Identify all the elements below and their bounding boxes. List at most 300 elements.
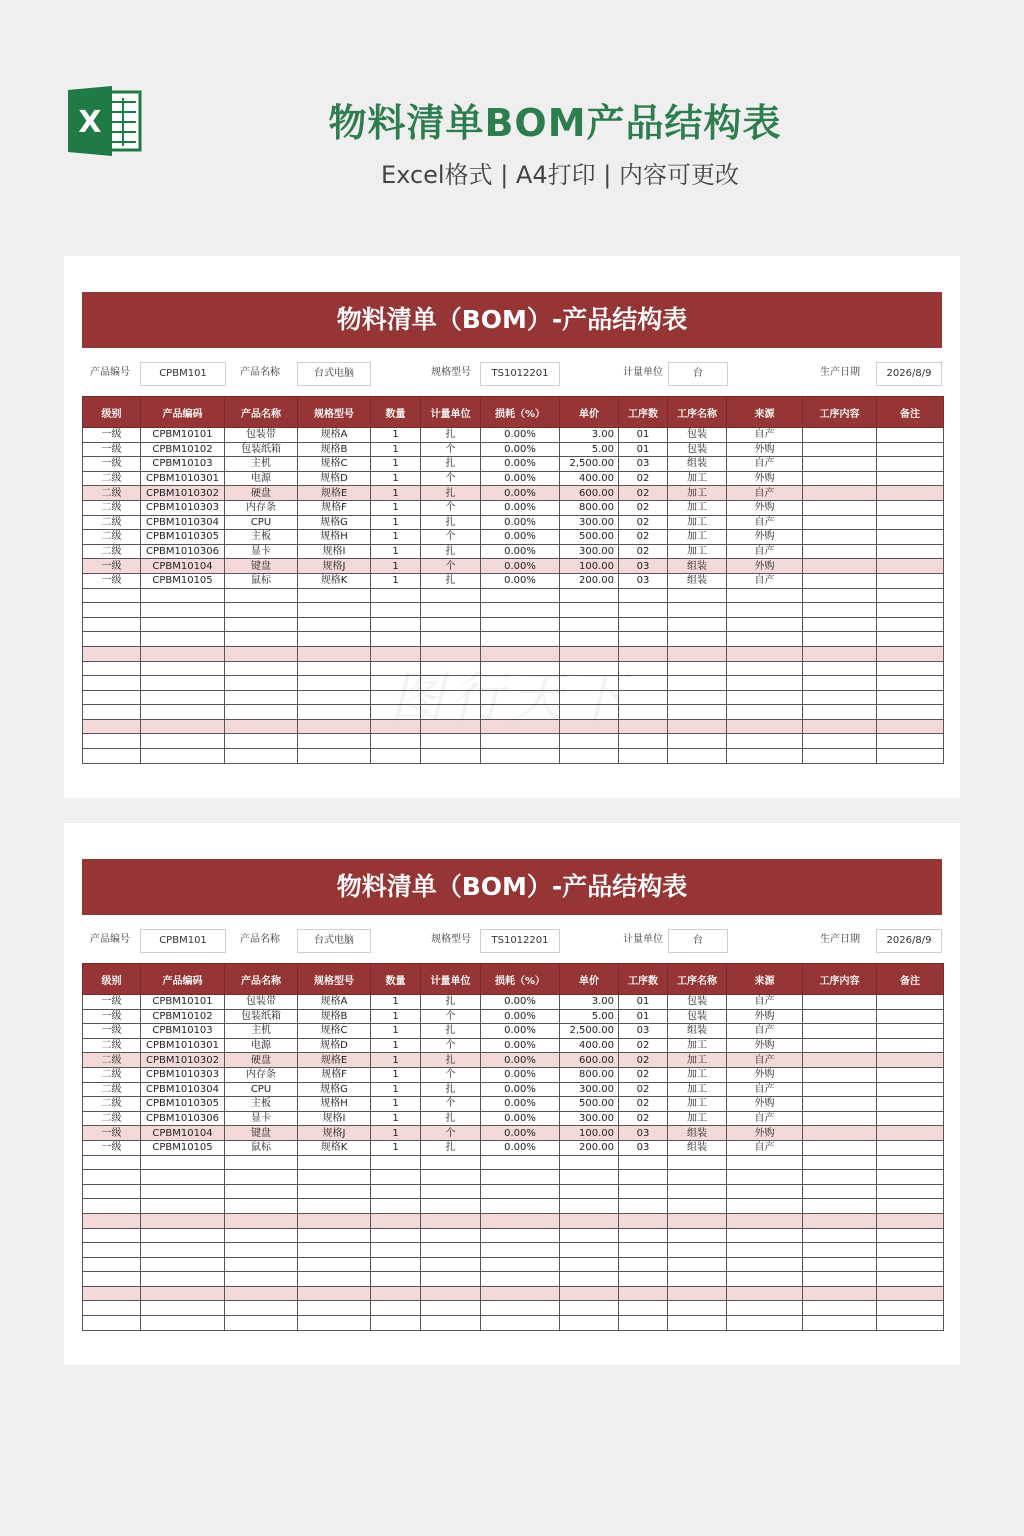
table-cell[interactable]: 自产 bbox=[727, 1024, 803, 1039]
table-cell[interactable]: 0.00% bbox=[481, 1024, 560, 1039]
table-cell[interactable] bbox=[141, 1184, 225, 1199]
table-cell[interactable] bbox=[421, 617, 481, 632]
table-cell[interactable]: 加工 bbox=[668, 471, 727, 486]
table-cell[interactable] bbox=[371, 1199, 421, 1214]
table-cell[interactable]: 02 bbox=[619, 1067, 668, 1082]
table-cell[interactable] bbox=[560, 1301, 619, 1316]
table-cell[interactable]: 0.00% bbox=[481, 1009, 560, 1024]
table-cell[interactable]: 扎 bbox=[421, 1111, 481, 1126]
table-cell[interactable] bbox=[877, 428, 944, 443]
table-cell[interactable] bbox=[619, 617, 668, 632]
table-cell[interactable]: 外购 bbox=[727, 559, 803, 574]
table-cell[interactable] bbox=[481, 1199, 560, 1214]
table-cell[interactable]: 二级 bbox=[83, 1111, 141, 1126]
table-cell[interactable] bbox=[371, 1228, 421, 1243]
table-cell[interactable]: 1 bbox=[371, 428, 421, 443]
table-cell[interactable] bbox=[83, 705, 141, 720]
table-cell[interactable] bbox=[727, 690, 803, 705]
table-cell[interactable]: 400.00 bbox=[560, 1038, 619, 1053]
table-cell[interactable]: 02 bbox=[619, 530, 668, 545]
table-cell[interactable]: 规格I bbox=[298, 544, 371, 559]
table-cell[interactable]: 规格D bbox=[298, 1038, 371, 1053]
table-cell[interactable] bbox=[619, 1155, 668, 1170]
table-cell[interactable] bbox=[619, 1213, 668, 1228]
table-cell[interactable]: 二级 bbox=[83, 530, 141, 545]
table-cell[interactable] bbox=[481, 603, 560, 618]
table-cell[interactable] bbox=[371, 1316, 421, 1331]
table-cell[interactable]: CPBM1010305 bbox=[141, 530, 225, 545]
table-cell[interactable] bbox=[298, 1228, 371, 1243]
table-cell[interactable] bbox=[877, 676, 944, 691]
table-cell[interactable]: 规格B bbox=[298, 442, 371, 457]
table-cell[interactable] bbox=[141, 1301, 225, 1316]
table-cell[interactable]: CPU bbox=[225, 515, 298, 530]
table-cell[interactable] bbox=[560, 588, 619, 603]
table-cell[interactable] bbox=[298, 661, 371, 676]
table-cell[interactable] bbox=[225, 1257, 298, 1272]
table-cell[interactable]: 包装纸箱 bbox=[225, 1009, 298, 1024]
table-cell[interactable] bbox=[298, 1257, 371, 1272]
table-cell[interactable]: 规格I bbox=[298, 1111, 371, 1126]
table-cell[interactable] bbox=[803, 588, 877, 603]
table-cell[interactable] bbox=[803, 442, 877, 457]
table-cell[interactable]: 一级 bbox=[83, 995, 141, 1010]
table-cell[interactable]: 5.00 bbox=[560, 1009, 619, 1024]
table-cell[interactable] bbox=[225, 1286, 298, 1301]
table-cell[interactable] bbox=[421, 1199, 481, 1214]
table-cell[interactable]: 显卡 bbox=[225, 1111, 298, 1126]
table-cell[interactable] bbox=[481, 1257, 560, 1272]
table-cell[interactable]: 加工 bbox=[668, 1038, 727, 1053]
table-cell[interactable] bbox=[727, 1286, 803, 1301]
table-cell[interactable] bbox=[225, 1301, 298, 1316]
table-cell[interactable] bbox=[877, 617, 944, 632]
table-cell[interactable] bbox=[481, 1243, 560, 1258]
table-cell[interactable] bbox=[727, 646, 803, 661]
table-cell[interactable]: 1 bbox=[371, 573, 421, 588]
table-cell[interactable] bbox=[371, 1170, 421, 1185]
table-cell[interactable]: 03 bbox=[619, 457, 668, 472]
table-cell[interactable] bbox=[727, 734, 803, 749]
table-cell[interactable]: 600.00 bbox=[560, 1053, 619, 1068]
table-cell[interactable]: 包装 bbox=[668, 442, 727, 457]
table-cell[interactable]: 2,500.00 bbox=[560, 1024, 619, 1039]
table-cell[interactable]: 加工 bbox=[668, 530, 727, 545]
table-cell[interactable]: 02 bbox=[619, 1053, 668, 1068]
table-cell[interactable]: 组装 bbox=[668, 1024, 727, 1039]
table-cell[interactable] bbox=[803, 486, 877, 501]
table-cell[interactable] bbox=[560, 1257, 619, 1272]
table-cell[interactable] bbox=[877, 1316, 944, 1331]
table-cell[interactable]: 800.00 bbox=[560, 500, 619, 515]
table-cell[interactable] bbox=[803, 1257, 877, 1272]
table-cell[interactable]: 加工 bbox=[668, 1053, 727, 1068]
table-cell[interactable] bbox=[877, 995, 944, 1010]
table-cell[interactable] bbox=[83, 1184, 141, 1199]
table-cell[interactable]: 组装 bbox=[668, 1126, 727, 1141]
table-cell[interactable] bbox=[877, 442, 944, 457]
table-cell[interactable]: CPBM1010303 bbox=[141, 1067, 225, 1082]
table-cell[interactable] bbox=[298, 1272, 371, 1287]
table-cell[interactable]: 300.00 bbox=[560, 544, 619, 559]
table-cell[interactable] bbox=[877, 471, 944, 486]
table-cell[interactable] bbox=[803, 719, 877, 734]
table-cell[interactable] bbox=[877, 734, 944, 749]
table-cell[interactable]: 自产 bbox=[727, 428, 803, 443]
table-cell[interactable]: CPBM1010304 bbox=[141, 1082, 225, 1097]
table-cell[interactable] bbox=[141, 646, 225, 661]
table-cell[interactable]: 包装 bbox=[668, 1009, 727, 1024]
table-cell[interactable]: CPBM1010306 bbox=[141, 544, 225, 559]
table-cell[interactable] bbox=[727, 749, 803, 764]
table-cell[interactable] bbox=[619, 603, 668, 618]
table-cell[interactable]: 03 bbox=[619, 1140, 668, 1155]
table-cell[interactable] bbox=[560, 1316, 619, 1331]
table-cell[interactable] bbox=[371, 1286, 421, 1301]
table-cell[interactable] bbox=[421, 588, 481, 603]
table-cell[interactable] bbox=[877, 705, 944, 720]
table-cell[interactable]: 800.00 bbox=[560, 1067, 619, 1082]
table-cell[interactable]: CPBM10103 bbox=[141, 457, 225, 472]
table-cell[interactable] bbox=[668, 646, 727, 661]
table-cell[interactable] bbox=[877, 530, 944, 545]
table-cell[interactable] bbox=[803, 705, 877, 720]
table-cell[interactable] bbox=[481, 1155, 560, 1170]
table-cell[interactable]: 0.00% bbox=[481, 1097, 560, 1112]
table-cell[interactable] bbox=[560, 617, 619, 632]
table-cell[interactable] bbox=[668, 1257, 727, 1272]
table-cell[interactable] bbox=[877, 1024, 944, 1039]
table-cell[interactable] bbox=[803, 1009, 877, 1024]
table-cell[interactable] bbox=[141, 1228, 225, 1243]
table-cell[interactable] bbox=[141, 676, 225, 691]
table-cell[interactable] bbox=[727, 1243, 803, 1258]
table-cell[interactable] bbox=[83, 1199, 141, 1214]
table-cell[interactable]: 主机 bbox=[225, 457, 298, 472]
table-cell[interactable]: 1 bbox=[371, 457, 421, 472]
table-cell[interactable] bbox=[877, 1170, 944, 1185]
table-cell[interactable]: 0.00% bbox=[481, 530, 560, 545]
table-cell[interactable] bbox=[141, 1199, 225, 1214]
table-cell[interactable] bbox=[481, 1286, 560, 1301]
table-cell[interactable] bbox=[225, 1213, 298, 1228]
table-cell[interactable] bbox=[877, 690, 944, 705]
table-cell[interactable] bbox=[877, 500, 944, 515]
table-cell[interactable] bbox=[668, 1170, 727, 1185]
table-cell[interactable] bbox=[668, 1286, 727, 1301]
table-cell[interactable]: 1 bbox=[371, 1024, 421, 1039]
table-cell[interactable] bbox=[225, 1243, 298, 1258]
table-cell[interactable] bbox=[83, 1301, 141, 1316]
table-cell[interactable] bbox=[560, 749, 619, 764]
table-cell[interactable] bbox=[619, 1257, 668, 1272]
table-cell[interactable]: 外购 bbox=[727, 1038, 803, 1053]
table-cell[interactable] bbox=[298, 1170, 371, 1185]
table-cell[interactable] bbox=[877, 1257, 944, 1272]
table-cell[interactable]: 1 bbox=[371, 1009, 421, 1024]
table-cell[interactable]: 扎 bbox=[421, 573, 481, 588]
table-cell[interactable]: 0.00% bbox=[481, 1126, 560, 1141]
table-cell[interactable]: 加工 bbox=[668, 1097, 727, 1112]
table-cell[interactable]: 自产 bbox=[727, 457, 803, 472]
table-cell[interactable] bbox=[421, 1316, 481, 1331]
table-cell[interactable] bbox=[83, 1213, 141, 1228]
table-cell[interactable] bbox=[83, 1286, 141, 1301]
table-cell[interactable]: CPBM1010301 bbox=[141, 471, 225, 486]
table-cell[interactable] bbox=[803, 1272, 877, 1287]
table-cell[interactable] bbox=[803, 1140, 877, 1155]
table-cell[interactable] bbox=[225, 1184, 298, 1199]
table-cell[interactable]: 规格H bbox=[298, 530, 371, 545]
table-cell[interactable] bbox=[298, 617, 371, 632]
table-cell[interactable]: 扎 bbox=[421, 995, 481, 1010]
table-cell[interactable] bbox=[560, 1184, 619, 1199]
table-cell[interactable] bbox=[298, 705, 371, 720]
table-cell[interactable] bbox=[727, 588, 803, 603]
table-cell[interactable] bbox=[371, 617, 421, 632]
table-cell[interactable] bbox=[83, 1170, 141, 1185]
table-cell[interactable] bbox=[727, 719, 803, 734]
table-cell[interactable] bbox=[727, 705, 803, 720]
table-cell[interactable]: 加工 bbox=[668, 515, 727, 530]
table-cell[interactable]: 规格F bbox=[298, 1067, 371, 1082]
table-cell[interactable]: 02 bbox=[619, 486, 668, 501]
table-cell[interactable] bbox=[225, 1228, 298, 1243]
table-cell[interactable] bbox=[727, 617, 803, 632]
table-cell[interactable]: CPBM1010302 bbox=[141, 486, 225, 501]
table-cell[interactable] bbox=[668, 1228, 727, 1243]
table-cell[interactable] bbox=[83, 603, 141, 618]
table-cell[interactable]: 包装 bbox=[668, 428, 727, 443]
table-cell[interactable] bbox=[421, 1272, 481, 1287]
table-cell[interactable] bbox=[668, 734, 727, 749]
table-cell[interactable] bbox=[619, 1286, 668, 1301]
table-cell[interactable] bbox=[141, 617, 225, 632]
table-cell[interactable]: 一级 bbox=[83, 457, 141, 472]
table-cell[interactable]: 03 bbox=[619, 573, 668, 588]
table-cell[interactable] bbox=[619, 1301, 668, 1316]
table-cell[interactable] bbox=[298, 1286, 371, 1301]
table-cell[interactable] bbox=[560, 603, 619, 618]
table-cell[interactable] bbox=[877, 573, 944, 588]
table-cell[interactable]: 规格H bbox=[298, 1097, 371, 1112]
table-cell[interactable]: 规格J bbox=[298, 559, 371, 574]
table-cell[interactable] bbox=[481, 1228, 560, 1243]
table-cell[interactable] bbox=[141, 1170, 225, 1185]
table-cell[interactable]: 组装 bbox=[668, 559, 727, 574]
table-cell[interactable] bbox=[83, 690, 141, 705]
table-cell[interactable]: 1 bbox=[371, 442, 421, 457]
table-cell[interactable] bbox=[560, 1286, 619, 1301]
table-cell[interactable]: 一级 bbox=[83, 1024, 141, 1039]
table-cell[interactable] bbox=[727, 1272, 803, 1287]
table-cell[interactable]: 二级 bbox=[83, 544, 141, 559]
table-cell[interactable]: 外购 bbox=[727, 1097, 803, 1112]
table-cell[interactable] bbox=[225, 646, 298, 661]
table-cell[interactable] bbox=[877, 1082, 944, 1097]
table-cell[interactable]: 规格F bbox=[298, 500, 371, 515]
table-cell[interactable]: 外购 bbox=[727, 1067, 803, 1082]
table-cell[interactable]: 1 bbox=[371, 1053, 421, 1068]
table-cell[interactable] bbox=[298, 646, 371, 661]
table-cell[interactable] bbox=[141, 1316, 225, 1331]
table-cell[interactable] bbox=[727, 1213, 803, 1228]
table-cell[interactable] bbox=[225, 690, 298, 705]
table-cell[interactable] bbox=[421, 1155, 481, 1170]
table-cell[interactable]: 加工 bbox=[668, 544, 727, 559]
table-cell[interactable]: 规格C bbox=[298, 1024, 371, 1039]
table-cell[interactable] bbox=[141, 603, 225, 618]
table-cell[interactable] bbox=[481, 588, 560, 603]
table-cell[interactable] bbox=[727, 1316, 803, 1331]
table-cell[interactable] bbox=[371, 749, 421, 764]
table-cell[interactable] bbox=[668, 1199, 727, 1214]
table-cell[interactable] bbox=[83, 661, 141, 676]
table-cell[interactable]: 自产 bbox=[727, 995, 803, 1010]
table-cell[interactable]: 1 bbox=[371, 486, 421, 501]
table-cell[interactable] bbox=[298, 1243, 371, 1258]
table-cell[interactable] bbox=[877, 515, 944, 530]
table-cell[interactable] bbox=[877, 1140, 944, 1155]
table-cell[interactable]: 1 bbox=[371, 1126, 421, 1141]
table-cell[interactable]: CPBM1010304 bbox=[141, 515, 225, 530]
table-cell[interactable]: 100.00 bbox=[560, 1126, 619, 1141]
table-cell[interactable] bbox=[803, 1097, 877, 1112]
table-cell[interactable]: CPBM1010302 bbox=[141, 1053, 225, 1068]
table-cell[interactable]: 个 bbox=[421, 1067, 481, 1082]
table-cell[interactable] bbox=[803, 1184, 877, 1199]
table-cell[interactable]: CPBM10104 bbox=[141, 559, 225, 574]
table-cell[interactable]: 个 bbox=[421, 442, 481, 457]
table-cell[interactable] bbox=[803, 995, 877, 1010]
table-cell[interactable] bbox=[421, 1213, 481, 1228]
table-cell[interactable]: 自产 bbox=[727, 486, 803, 501]
table-cell[interactable] bbox=[803, 1082, 877, 1097]
table-cell[interactable] bbox=[803, 573, 877, 588]
table-cell[interactable]: 0.00% bbox=[481, 442, 560, 457]
table-cell[interactable]: 个 bbox=[421, 1038, 481, 1053]
table-cell[interactable] bbox=[421, 1301, 481, 1316]
table-cell[interactable] bbox=[877, 632, 944, 647]
table-cell[interactable] bbox=[803, 457, 877, 472]
table-cell[interactable] bbox=[877, 1228, 944, 1243]
table-cell[interactable]: 电源 bbox=[225, 1038, 298, 1053]
table-cell[interactable]: 0.00% bbox=[481, 500, 560, 515]
table-cell[interactable]: 包装 bbox=[668, 995, 727, 1010]
table-cell[interactable] bbox=[298, 676, 371, 691]
table-cell[interactable]: 加工 bbox=[668, 1067, 727, 1082]
table-cell[interactable]: 0.00% bbox=[481, 544, 560, 559]
table-cell[interactable] bbox=[877, 1301, 944, 1316]
table-cell[interactable]: 02 bbox=[619, 1111, 668, 1126]
table-cell[interactable]: 0.00% bbox=[481, 1038, 560, 1053]
table-cell[interactable] bbox=[877, 1286, 944, 1301]
table-cell[interactable] bbox=[877, 646, 944, 661]
table-cell[interactable] bbox=[481, 632, 560, 647]
table-cell[interactable] bbox=[803, 1286, 877, 1301]
table-cell[interactable]: 主板 bbox=[225, 530, 298, 545]
product-name-value[interactable]: 台式电脑 bbox=[297, 362, 371, 386]
table-cell[interactable]: 个 bbox=[421, 559, 481, 574]
table-cell[interactable] bbox=[298, 1155, 371, 1170]
table-cell[interactable]: 01 bbox=[619, 995, 668, 1010]
table-cell[interactable]: 0.00% bbox=[481, 515, 560, 530]
table-cell[interactable]: 01 bbox=[619, 428, 668, 443]
table-cell[interactable] bbox=[225, 734, 298, 749]
table-cell[interactable]: 1 bbox=[371, 544, 421, 559]
table-cell[interactable]: 自产 bbox=[727, 573, 803, 588]
table-cell[interactable] bbox=[225, 676, 298, 691]
table-cell[interactable]: 一级 bbox=[83, 1140, 141, 1155]
table-cell[interactable] bbox=[141, 749, 225, 764]
table-cell[interactable] bbox=[371, 603, 421, 618]
table-cell[interactable] bbox=[727, 661, 803, 676]
table-cell[interactable]: 个 bbox=[421, 530, 481, 545]
table-cell[interactable]: CPU bbox=[225, 1082, 298, 1097]
table-cell[interactable] bbox=[803, 559, 877, 574]
table-cell[interactable]: 个 bbox=[421, 1126, 481, 1141]
table-cell[interactable] bbox=[83, 588, 141, 603]
table-cell[interactable] bbox=[298, 690, 371, 705]
table-cell[interactable]: 主板 bbox=[225, 1097, 298, 1112]
table-cell[interactable] bbox=[225, 632, 298, 647]
table-cell[interactable]: 组装 bbox=[668, 457, 727, 472]
table-cell[interactable]: CPBM1010306 bbox=[141, 1111, 225, 1126]
table-cell[interactable]: 1 bbox=[371, 530, 421, 545]
table-cell[interactable]: 1 bbox=[371, 500, 421, 515]
table-cell[interactable]: 硬盘 bbox=[225, 1053, 298, 1068]
table-cell[interactable] bbox=[727, 1155, 803, 1170]
table-cell[interactable] bbox=[877, 559, 944, 574]
table-cell[interactable]: CPBM10105 bbox=[141, 1140, 225, 1155]
table-cell[interactable] bbox=[298, 749, 371, 764]
table-cell[interactable] bbox=[803, 1243, 877, 1258]
table-cell[interactable]: 0.00% bbox=[481, 559, 560, 574]
table-cell[interactable]: 0.00% bbox=[481, 1140, 560, 1155]
table-cell[interactable]: 加工 bbox=[668, 1111, 727, 1126]
table-cell[interactable]: 加工 bbox=[668, 486, 727, 501]
table-cell[interactable] bbox=[727, 1228, 803, 1243]
table-cell[interactable] bbox=[727, 1199, 803, 1214]
table-cell[interactable] bbox=[225, 1199, 298, 1214]
table-cell[interactable]: 包装带 bbox=[225, 995, 298, 1010]
table-cell[interactable] bbox=[727, 676, 803, 691]
table-cell[interactable]: 01 bbox=[619, 442, 668, 457]
table-cell[interactable] bbox=[560, 1228, 619, 1243]
table-cell[interactable] bbox=[421, 734, 481, 749]
table-cell[interactable]: CPBM10103 bbox=[141, 1024, 225, 1039]
table-cell[interactable]: 外购 bbox=[727, 1126, 803, 1141]
table-cell[interactable]: 规格K bbox=[298, 1140, 371, 1155]
table-cell[interactable] bbox=[141, 719, 225, 734]
table-cell[interactable] bbox=[877, 1272, 944, 1287]
table-cell[interactable] bbox=[803, 646, 877, 661]
table-cell[interactable] bbox=[560, 734, 619, 749]
table-cell[interactable] bbox=[421, 749, 481, 764]
table-cell[interactable] bbox=[560, 1155, 619, 1170]
table-cell[interactable]: 500.00 bbox=[560, 530, 619, 545]
table-cell[interactable] bbox=[803, 661, 877, 676]
table-cell[interactable]: CPBM1010301 bbox=[141, 1038, 225, 1053]
table-cell[interactable]: 二级 bbox=[83, 1097, 141, 1112]
table-cell[interactable] bbox=[668, 1316, 727, 1331]
table-cell[interactable] bbox=[803, 471, 877, 486]
product-name-value[interactable]: 台式电脑 bbox=[297, 929, 371, 953]
table-cell[interactable] bbox=[83, 646, 141, 661]
table-cell[interactable] bbox=[668, 617, 727, 632]
table-cell[interactable] bbox=[877, 588, 944, 603]
table-cell[interactable]: 扎 bbox=[421, 1140, 481, 1155]
